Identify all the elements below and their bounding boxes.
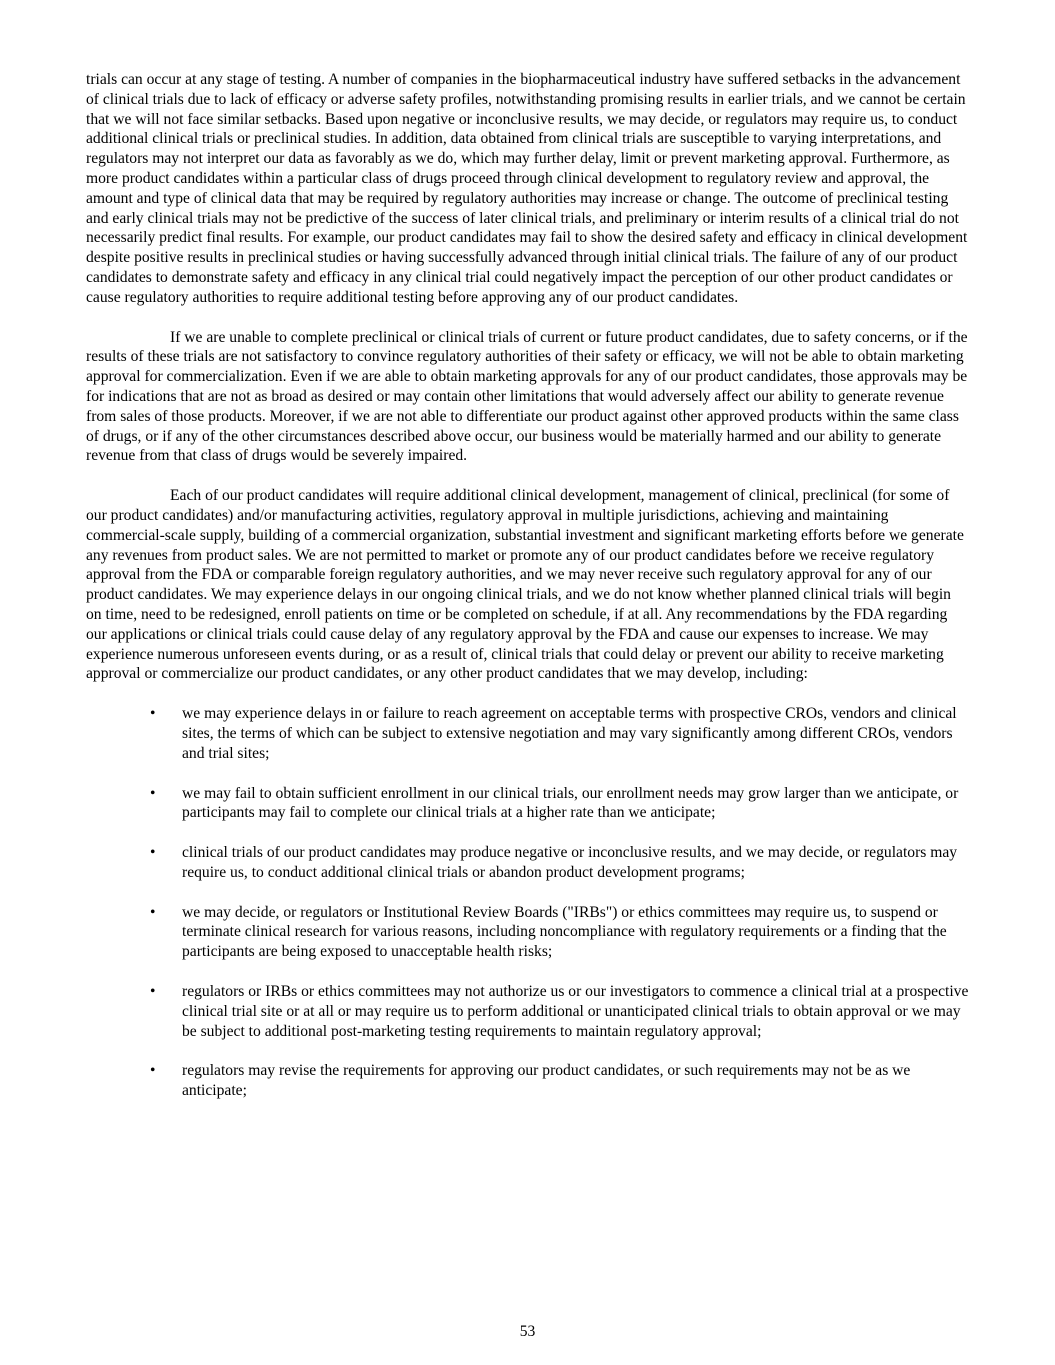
list-item-text: we may decide, or regulators or Institutional Review Boards ("IRBs") or ethics committees may require us, to suspend or terminate clinical research for various reasons, including noncompliance with regulatory requirements or a finding that the participants are being exposed to unacceptable health risks;: [182, 903, 947, 961]
list-item: [86, 704, 970, 763]
paragraph-continued: trials can occur at any stage of testing. A number of companies in the biopharmaceutical industry have suffered setbacks in the advancement of clinical trials due to lack of efficacy or adverse safety profiles, notwithstanding promising results in earlier trials, and we cannot be certain that we will not face similar setbacks. Based upon negative or inconclusive results, we may decide, or regulators may require us, to conduct additional clinical trials or preclinical studies. In addition, data obtained from clinical trials are susceptible to varying interpretations, and regulators may not interpret our data as favorably as we do, which may further delay, limit or prevent marketing approval. Furthermore, as more product candidates within a particular class of drugs proceed through clinical development to regulatory review and approval, the amount and type of clinical data that may be required by regulatory authorities may increase or change. The outcome of preclinical testing and early clinical trials may not be predictive of the success of later clinical trials, and preliminary or interim results of a clinical trial do not necessarily predict final results. For example, our product candidates may fail to show the desired safety and efficacy in clinical development despite positive results in preclinical studies or having successfully advanced through initial clinical trials. The failure of any of our product candidates to demonstrate safety and efficacy in any clinical trial could negatively impact the perception of our other product candidates or cause regulatory authorities to require additional testing before approving any of our product candidates.: [86, 71, 968, 306]
paragraph-additional-development: Each of our product candidates will require additional clinical development, management of clinical, preclinical (for some of our product candidates) and/or manufacturing activities, regulatory approval in multiple jurisdictions, achieving and maintaining commercial-scale supply, building of a commercial organization, substantial investment and significant marketing efforts before we generate any revenues from product sales. We are not permitted to market or promote any of our product candidates before we receive regulatory approval from the FDA or comparable foreign regulatory authorities, and we may never receive such regulatory approval for any of our product candidates. We may experience delays in our ongoing clinical trials, and we do not know whether planned clinical trials will begin on time, need to be redesigned, enroll patients on time or be completed on schedule, if at all. Any recommendations by the FDA regarding our applications or clinical trials could cause delay of any regulatory approval by the FDA and cause our expenses to increase. We may experience numerous unforeseen events during, or as a result of, clinical trials that could delay or prevent our ability to receive marketing approval or commercialize our product candidates, or any other product candidates that we may develop, including:: [86, 487, 964, 683]
bullet-icon: •: [150, 784, 156, 802]
paragraph-unable-to-complete: If we are unable to complete preclinical or clinical trials of current or future product candidates, due to safety concerns, or if the results of these trials are not satisfactory to convince regulatory authorities of their safety or efficacy, we will not be able to obtain marketing approval for commercialization. Even if we are able to obtain marketing approvals for any of our product candidates, those approvals may be for indications that are not as broad as desired or may contain other limitations that would adversely affect our ability to generate revenue from sales of those products. Moreover, if we are not able to differentiate our product against other approved products within the same class of drugs, or if any of the other circumstances described above occur, our business would be materially harmed and our ability to generate revenue from that class of drugs would be severely impaired.: [86, 328, 968, 465]
list-item-text: regulators or IRBs or ethics committees may not authorize us or our investigators to commence a clinical trial at a prospective clinical trial site or at all or may require us to perform additional or unanticipated clinical trials to obtain approval or we may be subject to additional post-marketing testing requirements to maintain regulatory approval;: [182, 983, 969, 1040]
list-item: [86, 784, 970, 824]
bullet-icon: •: [150, 705, 156, 723]
page-number: 53: [519, 1323, 536, 1340]
bullet-icon: •: [150, 844, 156, 862]
list-item: [86, 982, 970, 1041]
list-item-text: we may fail to obtain sufficient enrollment in our clinical trials, our enrollment needs may grow larger than we anticipate, or participants may fail to complete our clinical trials at a higher rate than we anticipate;: [182, 784, 959, 822]
list-item: [86, 843, 970, 883]
document-page: [86, 70, 970, 1101]
list-item-text: regulators may revise the requirements for approving our product candidates, or such requirements may not be as we anticipate;: [182, 1062, 911, 1100]
risk-bullet-list: [86, 704, 970, 1101]
list-item-text: clinical trials of our product candidates may produce negative or inconclusive results, and we may decide, or regulators may require us, to conduct additional clinical trials or abandon product development programs;: [182, 844, 958, 881]
list-item: [86, 1061, 970, 1101]
bullet-icon: •: [150, 983, 156, 1001]
bullet-icon: •: [150, 1062, 156, 1080]
list-item: [86, 903, 970, 962]
bullet-icon: •: [150, 903, 156, 921]
list-item-text: we may experience delays in or failure to reach agreement on acceptable terms with prospective CROs, vendors and clinical sites, the terms of which can be subject to extensive negotiation and may vary significantly among different CROs, vendors and trial sites;: [182, 705, 957, 762]
